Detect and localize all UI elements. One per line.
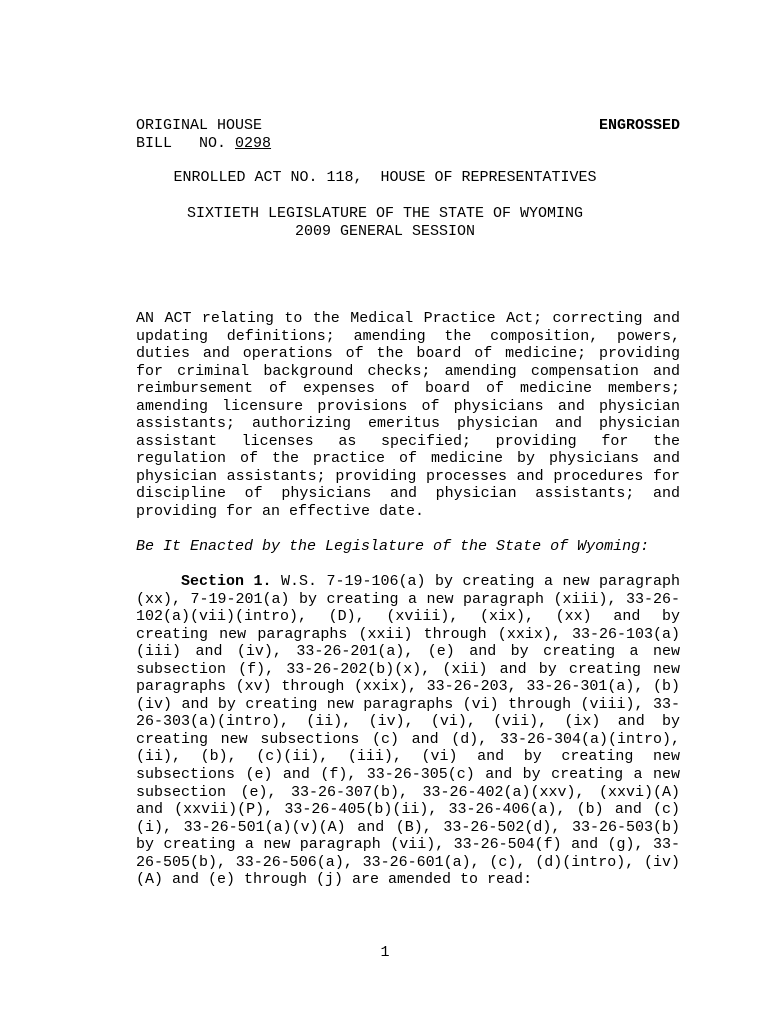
page-number: 1 xyxy=(380,944,390,961)
session-title: 2009 GENERAL SESSION xyxy=(294,223,476,240)
section-1-text: W.S. 7-19-106(a) by creating a new paragraph (xx), 7-19-201(a) by creating a new paragraph (xiii), 33-26-102(a)(vii)(intro), (D), (xviii), (xix), (xx) and by creating new paragraphs (xxii) through (xxix), 33-26-103(a)(iii) and (iv), 33-26-201(a), (e) and by creating a new subsection (f), 33-26-202(b)(x), (xii) and by creating new paragraphs (xv) through (xxix), 33-26-203, 33-26-301(a), (b)(iv) and by creating new paragraphs (vi) through (viii), 33-26-303(a)(intro), (ii), (iv), (vi), (vii), (ix) and by creating new subsections (c) and (d), 33-26-304(a)(intro), (ii), (b), (c)(ii), (iii), (vi) and by creating new subsections (e) and (f), 33-26-305(c) and by creating a new subsection (e), 33-26-307(b), 33-26-402(a)(xxv), (xxvi)(A) and (xxvii)(P), 33-26-405(b)(ii), 33-26-406(a), (b) and (c)(i), 33-26-501(a)(v)(A) and (B), 33-26-502(d), 33-26-503(b) by creating a new paragraph (vii), 33-26-504(f) and (g), 33-26-505(b), 33-26-506(a), 33-26-601(a), (c), (d)(intro), (iv)(A) and (e) through (j) are amended to read: xyxy=(136,573,680,889)
bill-no-value: 0298 xyxy=(235,135,272,152)
bill-number-line xyxy=(136,135,271,153)
enrolled-act-title: ENROLLED ACT NO. 118, HOUSE OF REPRESENTATIVES xyxy=(173,169,597,186)
section-1 xyxy=(136,573,680,889)
section-1-label: Section 1. xyxy=(181,573,272,590)
act-summary: AN ACT relating to the Medical Practice Act; correcting and updating definitions; amending the composition, powers, duties and operations of the board of medicine; providing for criminal background checks; amending compensation and reimbursement of expenses of board of medicine members; amending licensure provisions of physicians and physician assistants; authorizing emeritus physician and physician assistant licenses as specified; providing for the regulation of the practice of medicine by physicians and physician assistants; providing processes and procedures for discipline of physicians and physician assistants; and providing for an effective date. xyxy=(136,310,680,521)
original-house-label: ORIGINAL HOUSE xyxy=(136,117,263,134)
enacting-clause: Be It Enacted by the Legislature of the State of Wyoming: xyxy=(136,538,650,555)
legislature-title: SIXTIETH LEGISLATURE OF THE STATE OF WYOMING xyxy=(186,205,584,222)
engrossed-label: ENGROSSED xyxy=(598,117,680,134)
bill-header xyxy=(136,117,271,153)
bill-no-label: BILL NO. xyxy=(136,135,227,152)
